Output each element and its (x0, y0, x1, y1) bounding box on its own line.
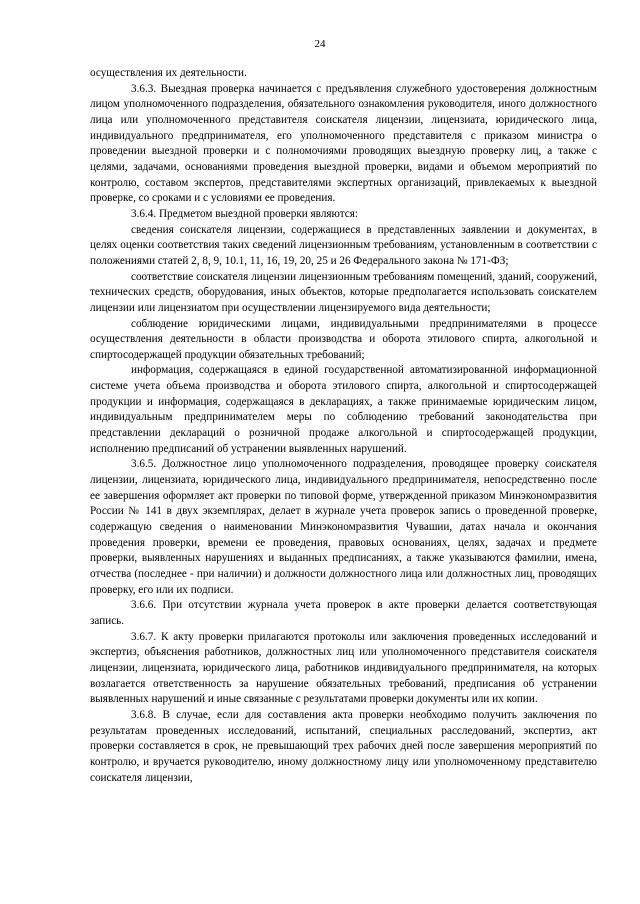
page-number: 24 (314, 38, 326, 50)
paragraph: 3.6.8. В случае, если для составления акта проверки необходимо получить заключения по результатам проведенных исследований, испытаний, специальных расследований, экспертиз, акт проверки составляется в срок, не превышающий трех рабочих дней после завершения мероприятий по контролю, и вручается руководителю, иному должностному лицу или уполномоченному представителю соискателя лицензии, (90, 708, 597, 784)
paragraph: сведения соискателя лицензии, содержащиеся в представленных заявлении и документах, в целях оценки соответствия таких сведений лицензионным требованиям, установленным в соответствии с положениями статей 2, 8, 9, 10.1, 11, 16, 19, 20, 25 и 26 Федерального закона № 171-ФЗ; (90, 223, 597, 267)
paragraph: соответствие соискателя лицензии лицензионным требованиям помещений, зданий, сооружений, технических средств, оборудования, иных объектов, которые предполагается использовать соискателем лицензии или лицензиатом при осуществлении лицензируемого вида деятельности; (90, 270, 597, 314)
paragraph: 3.6.6. При отсутствии журнала учета проверок в акте проверки делается соответствующая запись. (90, 599, 597, 627)
paragraph: осуществления их деятельности. (90, 67, 247, 79)
paragraph: 3.6.3. Выездная проверка начинается с предъявления служебного удостоверения должностным лицом уполномоченного подразделения, обязательного ознакомления руководителя, иного должностного лица или уполномоченного представителя соискателя лицензии, лицензиата, юридического лица, индивидуального предпринимателя, его уполномоченного представителя с приказом министра о проведении выездной проверки и с полномочиями проводящих выездную проверку лиц, а также с целями, задачами, основаниями проведения выездной проверки, видами и объемом мероприятий по контролю, составом экспертов, представителями экспертных организаций, привлекаемых к выездной проверке, со сроками и с условиями ее проведения. (90, 82, 597, 205)
paragraph: соблюдение юридическими лицами, индивидуальными предпринимателями в процессе осуществления деятельности в области производства и оборота этилового спирта, алкогольной и спиртосодержащей продукции обязательных требований; (90, 317, 597, 361)
document-body (90, 66, 597, 786)
paragraph: 3.6.7. К акту проверки прилагаются протоколы или заключения проведенных исследований и экспертиз, объяснения работников, должностных лиц или уполномоченного представителя соискателя лицензии, лицензиата, юридического лица, работников индивидуального предпринимателя, на которых возлагается ответственность за нарушение обязательных требований, предписания об устранении выявленных нарушений и иные связанные с результатами проверки документы или их копии. (90, 630, 597, 706)
paragraph: 3.6.5. Должностное лицо уполномоченного подразделения, проводящее проверку соискателя лицензии, лицензиата, юридического лица, индивидуального предпринимателя, непосредственно после ее завершения оформляет акт проверки по типовой форме, утвержденной приказом Минэкономразвития России № 141 в двух экземплярах, делает в журнале учета проверок запись о проведенной проверке, содержащую сведения о наименовании Минэкономразвития Чувашии, датах начала и окончания проведения проверки, времени ее проведения, правовых основаниях, целях, задачах и предмете проверки, выявленных нарушениях и выданных предписаниях, а также указываются фамилии, имена, отчества (последнее - при наличии) и должности должностного лица или должностных лиц, проводящих проверку, его или их подписи. (90, 458, 597, 596)
paragraph: 3.6.4. Предметом выездной проверки являются: (131, 207, 359, 220)
paragraph: информация, содержащаяся в единой государственной автоматизированной информационной системе учета объема производства и оборота этилового спирта, алкогольной и спиртосодержащей продукции и информация, содержащаяся в декларациях, а также принимаемые юридическим лицом, индивидуальным предпринимателем меры по соблюдению требований законодательства при представлении деклараций о розничной продаже алкогольной и спиртосодержащей продукции, исполнению предписаний об устранении выявленных нарушений. (90, 364, 597, 455)
